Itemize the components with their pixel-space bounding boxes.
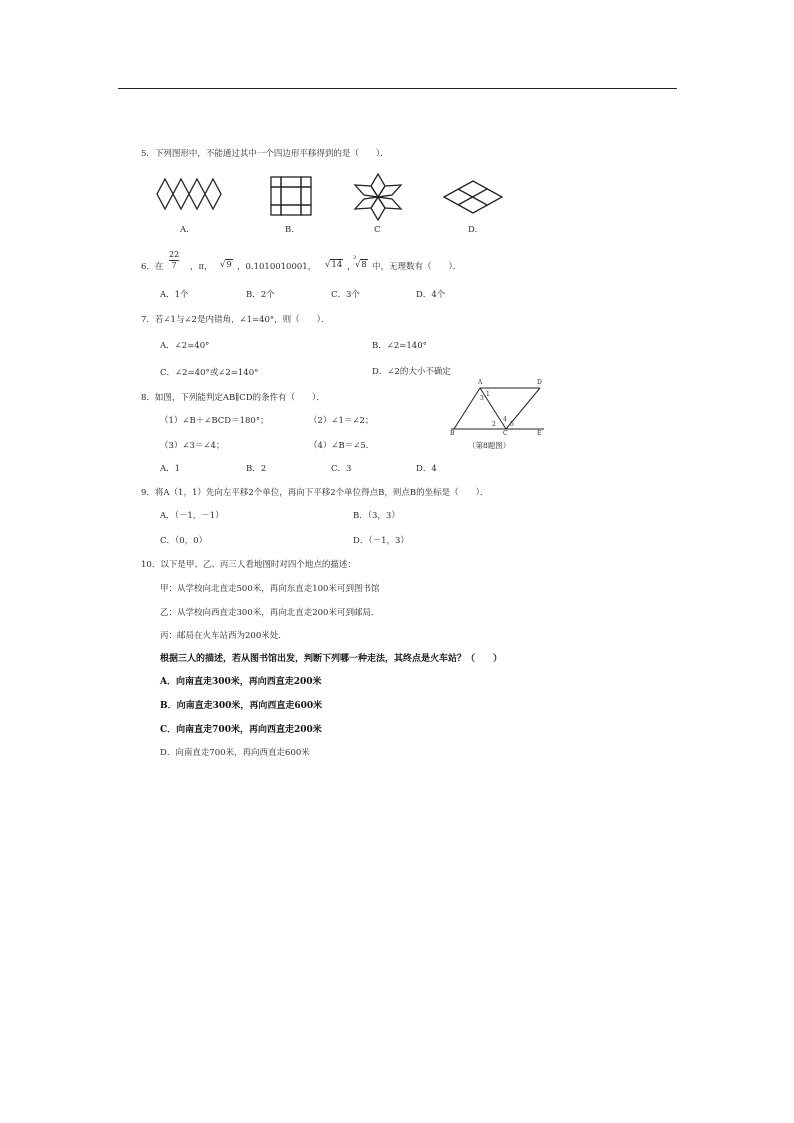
- q8-option-b: B．2: [246, 464, 267, 474]
- q5-figure-b: [270, 176, 312, 216]
- q9-option-b: B．（3，3）: [353, 511, 400, 521]
- header-rule: [118, 88, 677, 89]
- q10-question: 根据三人的描述，若从图书馆出发，判断下列哪一种走法，其终点是火车站？（ ）: [160, 654, 503, 664]
- q6-number: 6．在: [141, 262, 164, 272]
- q10-line-yi: 乙：从学校向西直走300米，再向北直走200米可到邮局．: [160, 608, 380, 618]
- q6-fraction: [169, 251, 179, 270]
- q6-sqrt-14: √14: [325, 260, 343, 270]
- q9-stem: 9．将A（1，1）先向左平移2个单位，再向下平移2个单位得点B，则点B的坐标是（ ）．: [141, 488, 489, 498]
- q10-option-a: A．向南直走300米，再向西直走200米: [160, 677, 322, 687]
- q8-condition-4: （4）∠B＝∠5．: [309, 441, 375, 451]
- q8-option-c: C．3: [331, 464, 352, 474]
- q8-angle-4: 4: [503, 416, 507, 423]
- q10-stem: 10．以下是甲、乙、丙三人看地图时对四个地点的描述：: [141, 560, 356, 570]
- q6-option-c: C．3个: [331, 290, 360, 300]
- q6-cbrt-8: √8: [355, 260, 367, 270]
- q6-cbrt-index: 3: [353, 255, 357, 261]
- q10-option-d: D．向南直走700米，再向西直走600米: [160, 748, 310, 758]
- q10-option-b: B．向南直走300米，再向西直走600米: [160, 701, 323, 711]
- q5-stem: 5．下列图形中，不能通过其中一个四边形平移得到的是（ ）．: [141, 149, 389, 159]
- q10-line-bing: 丙：邮局在火车站西为200米处．: [160, 631, 287, 641]
- q6-option-b: B．2个: [246, 290, 275, 300]
- q8-caption: （第8题图）: [468, 441, 511, 450]
- q10-line-jia: 甲：从学校向北直走500米，再向东直走100米可到图书馆: [160, 584, 380, 594]
- q8-angle-1: 1: [486, 391, 490, 398]
- q5-label-d: D.: [468, 225, 478, 235]
- q8-point-b: B: [450, 430, 455, 437]
- q6-sqrt-9-radicand: 9: [226, 260, 232, 270]
- q8-point-e: E: [537, 430, 542, 437]
- q5-figure-d: [443, 180, 503, 214]
- q5-figure-c: [352, 173, 404, 221]
- q5-figure-a: [157, 178, 223, 210]
- q7-option-b: B．∠2=140°: [372, 341, 427, 351]
- q6-decimal: ，0.1010010001，: [237, 262, 317, 272]
- q7-option-a: A．∠2=40°: [160, 341, 210, 351]
- q9-option-c: C．（0，0）: [160, 536, 208, 546]
- q8-stem: 8．如图，下列能判定AB∥CD的条件有（ ）．: [141, 393, 325, 403]
- q8-option-a: A．1: [160, 464, 181, 474]
- q8-angle-5: 5: [510, 421, 514, 428]
- q9-option-a: A．（－1，－1）: [160, 511, 224, 521]
- q8-angle-2: 2: [492, 421, 496, 428]
- q6-fraction-numerator: 22: [169, 250, 180, 259]
- q6-sqrt-14-radicand: 14: [331, 260, 343, 270]
- q6-fraction-denominator: 7: [171, 261, 177, 270]
- q5-label-b: B.: [285, 225, 294, 235]
- q8-figure: [448, 383, 548, 435]
- q8-point-d: D: [537, 379, 542, 386]
- q8-condition-1: （1）∠B＋∠BCD＝180°；: [160, 416, 269, 426]
- q7-option-d: D．∠2的大小不确定: [372, 367, 451, 377]
- q8-condition-2: （2）∠1＝∠2；: [309, 416, 374, 426]
- q5-label-c: C: [374, 225, 381, 235]
- q8-condition-3: （3）∠3＝∠4；: [160, 441, 225, 451]
- q6-sqrt-9: √9: [220, 260, 232, 270]
- q10-option-c: C．向南直走700米，再向西直走200米: [160, 725, 322, 735]
- q7-option-c: C．∠2=40°或∠2=140°: [160, 368, 259, 378]
- q6-pi: ，π，: [190, 262, 213, 272]
- q5-label-a: A.: [180, 225, 189, 235]
- q6-option-d: D．4个: [416, 290, 446, 300]
- q6-tail: 中，无理数有（ ）．: [372, 262, 462, 272]
- q6-option-a: A．1个: [160, 290, 189, 300]
- q8-point-c: C: [503, 430, 508, 437]
- q6-separator: ，: [347, 262, 356, 272]
- q6-cbrt-8-radicand: 8: [361, 260, 367, 270]
- q8-option-d: D．4: [416, 464, 437, 474]
- q8-angle-3: 3: [480, 395, 484, 402]
- q9-option-d: D．（－1，3）: [353, 536, 409, 546]
- q7-stem: 7．若∠1与∠2是内错角，∠1=40°，则（ ）．: [141, 315, 330, 325]
- q8-point-a: A: [478, 379, 483, 386]
